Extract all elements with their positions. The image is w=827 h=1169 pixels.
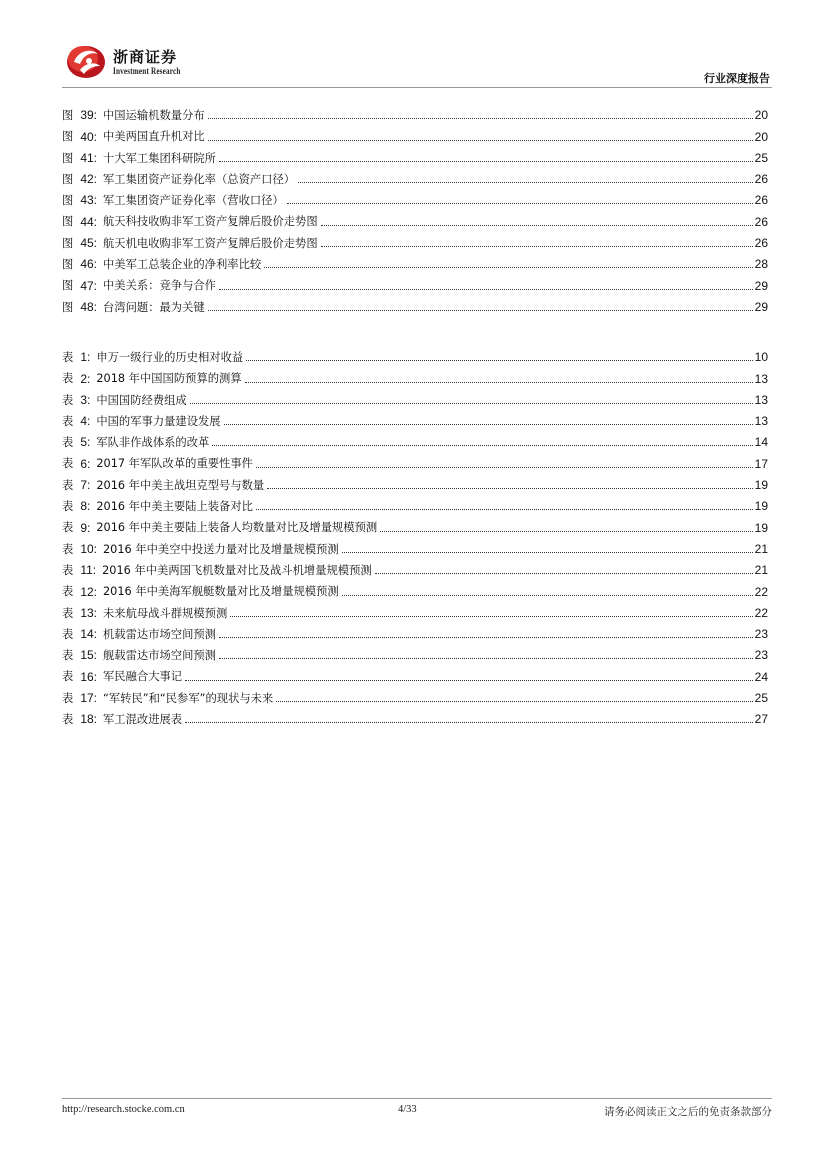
toc-prefix: 表 (62, 457, 76, 471)
toc-leader-dots (245, 381, 753, 383)
toc-number: 4: (80, 414, 91, 429)
toc-title: 中美关系：竞争与合作 (103, 279, 216, 293)
toc-number: 41: (80, 150, 97, 165)
toc-page-number: 26 (754, 193, 768, 208)
toc-page-number: 25 (754, 150, 768, 165)
toc-page-number: 23 (754, 648, 768, 663)
toc-title: 未来航母战斗群规模预测 (103, 606, 228, 620)
toc-entry[interactable] (62, 555, 768, 576)
toc-leader-dots (342, 594, 753, 596)
toc-title: 中国运输机数量分布 (103, 109, 205, 122)
toc-prefix: 表 (62, 372, 76, 386)
toc-prefix: 图 (62, 279, 76, 293)
toc-number: 44: (80, 214, 97, 229)
toc-page-number: 25 (754, 691, 768, 706)
toc-number: 10: (80, 541, 97, 556)
toc-leader-dots (185, 679, 753, 681)
toc-entry[interactable] (62, 406, 768, 427)
toc-title: 2016 年中美主战坦克型号与数量 (96, 478, 265, 492)
toc-title: 2016 年中美主要陆上装备人均数量对比及增量规模预测 (96, 521, 378, 535)
toc-entry[interactable] (62, 292, 768, 313)
toc-page-number: 23 (754, 627, 768, 642)
toc-prefix: 图 (62, 194, 76, 208)
toc-title: 军队非作战体系的改革 (96, 436, 210, 450)
toc-prefix: 表 (62, 542, 76, 556)
toc-number: 42: (80, 172, 97, 187)
toc-entry[interactable] (62, 342, 768, 363)
toc-leader-dots (276, 700, 752, 702)
brand-name-en: Investment Research (113, 66, 181, 76)
toc-leader-dots (256, 466, 753, 468)
toc-prefix: 表 (62, 500, 76, 514)
toc-title: 台湾问题：最为关键 (103, 300, 205, 314)
toc-prefix: 表 (62, 393, 76, 407)
toc-leader-dots (219, 636, 753, 638)
toc-number: 46: (80, 257, 97, 272)
toc-title: 军工集团资产证券化率（营收口径） (103, 194, 284, 208)
toc-entry[interactable] (62, 100, 768, 121)
toc-leader-dots (267, 487, 752, 489)
toc-title: 航天科技收购非军工资产复牌后股价走势图 (103, 215, 318, 229)
toc-number: 1: (80, 350, 91, 365)
table-index (62, 342, 768, 725)
toc-entry[interactable] (62, 619, 768, 640)
toc-page-number: 14 (754, 435, 768, 450)
toc-leader-dots (219, 657, 753, 659)
toc-number: 11: (80, 563, 97, 578)
toc-number: 40: (80, 129, 97, 144)
toc-leader-dots (375, 572, 753, 574)
toc-leader-dots (219, 160, 753, 162)
toc-entry[interactable] (62, 640, 768, 661)
toc-entry[interactable] (62, 164, 768, 185)
page-number: 4/33 (398, 1104, 417, 1115)
toc-number: 18: (80, 712, 97, 727)
toc-prefix: 图 (62, 258, 76, 272)
toc-title: 军工集团资产证券化率（总资产口径） (103, 172, 296, 186)
toc-leader-dots (212, 444, 752, 446)
toc-prefix: 图 (62, 215, 76, 229)
toc-leader-dots (208, 139, 753, 141)
toc-page-number: 19 (754, 499, 768, 514)
toc-number: 15: (80, 648, 97, 663)
toc-title: 航天机电收购非军工资产复牌后股价走势图 (103, 236, 318, 250)
toc-number: 12: (80, 584, 97, 599)
toc-page-number: 21 (754, 563, 768, 578)
toc-entry[interactable] (62, 683, 768, 704)
toc-prefix: 图 (62, 109, 76, 122)
toc-number: 16: (80, 669, 97, 684)
toc-title: 军民融合大事记 (103, 670, 183, 684)
toc-entry[interactable] (62, 512, 768, 533)
toc-prefix: 表 (62, 521, 76, 535)
toc-prefix: 表 (62, 436, 76, 450)
toc-number: 13: (80, 605, 97, 620)
toc-page-number: 20 (754, 108, 768, 123)
header-divider (62, 87, 772, 88)
toc-page-number: 19 (754, 520, 768, 535)
toc-number: 5: (80, 435, 91, 450)
toc-entry[interactable] (62, 661, 768, 682)
toc-leader-dots (342, 551, 753, 553)
toc-entry[interactable] (62, 270, 768, 291)
report-type: 行业深度报告 (704, 72, 770, 85)
toc-leader-dots (246, 359, 752, 361)
brand-name-cn: 浙商证券 (113, 48, 178, 66)
toc-page-number: 13 (754, 392, 768, 407)
toc-title: 申万一级行业的历史相对收益 (96, 351, 244, 364)
toc-leader-dots (287, 202, 753, 204)
toc-number: 8: (80, 499, 91, 514)
toc-title: 机载雷达市场空间预测 (103, 627, 216, 641)
toc-prefix: 图 (62, 151, 76, 165)
toc-prefix: 图 (62, 172, 76, 186)
toc-page-number: 17 (754, 456, 768, 471)
toc-title: 2016 年中美两国飞机数量对比及战斗机增量规模预测 (102, 563, 372, 577)
toc-page-number: 26 (754, 172, 768, 187)
toc-prefix: 表 (62, 670, 76, 684)
toc-page-number: 13 (754, 414, 768, 429)
toc-entry[interactable] (62, 576, 768, 597)
toc-prefix: 表 (62, 478, 76, 492)
toc-title: 2016 年中美主要陆上装备对比 (96, 500, 253, 514)
toc-title: 2016 年中美海军舰艇数量对比及增量规模预测 (103, 585, 339, 599)
toc-number: 39: (80, 108, 97, 123)
toc-prefix: 表 (62, 691, 76, 705)
disclaimer-note: 请务必阅读正文之后的免责条款部分 (604, 1106, 772, 1118)
toc-leader-dots (208, 117, 753, 119)
toc-page-number: 22 (754, 584, 768, 599)
toc-entry[interactable] (62, 121, 768, 142)
toc-title: 2016 年中美空中投送力量对比及增量规模预测 (103, 542, 339, 556)
toc-number: 14: (80, 627, 97, 642)
toc-leader-dots (208, 309, 753, 311)
toc-entry[interactable] (62, 448, 768, 469)
toc-page-number: 10 (754, 350, 768, 365)
toc-entry[interactable] (62, 185, 768, 206)
toc-prefix: 表 (62, 713, 76, 727)
toc-page-number: 29 (754, 299, 768, 314)
toc-prefix: 表 (62, 351, 76, 364)
toc-title: 2018 年中国国防预算的测算 (96, 372, 242, 386)
toc-number: 7: (80, 478, 91, 493)
toc-leader-dots (380, 530, 752, 532)
toc-page-number: 27 (754, 712, 768, 727)
toc-leader-dots (185, 721, 753, 723)
toc-leader-dots (264, 266, 752, 268)
toc-title: “军转民”和“民参军”的现状与未来 (103, 691, 274, 705)
toc-page-number: 26 (754, 236, 768, 251)
toc-number: 17: (80, 691, 97, 706)
toc-title: 舰载雷达市场空间预测 (103, 649, 216, 663)
toc-prefix: 图 (62, 300, 76, 314)
toc-page-number: 24 (754, 669, 768, 684)
toc-number: 45: (80, 236, 97, 251)
toc-page-number: 21 (754, 541, 768, 556)
toc-page-number: 13 (754, 371, 768, 386)
toc-page-number: 22 (754, 605, 768, 620)
toc-prefix: 图 (62, 130, 76, 144)
toc-leader-dots (321, 224, 753, 226)
toc-entry[interactable] (62, 470, 768, 491)
toc-entry[interactable] (62, 249, 768, 270)
toc-entry[interactable] (62, 704, 768, 725)
toc-title: 中美两国直升机对比 (103, 130, 205, 144)
toc-leader-dots (321, 245, 753, 247)
toc-title: 2017 年军队改革的重要性事件 (96, 457, 253, 471)
toc-entry[interactable] (62, 534, 768, 555)
toc-page-number: 20 (754, 129, 768, 144)
toc-title: 十大军工集团科研院所 (103, 151, 216, 165)
toc-number: 43: (80, 193, 97, 208)
toc-entry[interactable] (62, 427, 768, 448)
footer-url[interactable]: http://research.stocke.com.cn (62, 1104, 185, 1115)
toc-number: 6: (80, 456, 91, 471)
toc-entry[interactable] (62, 491, 768, 512)
toc-title: 中国的军事力量建设发展 (96, 414, 221, 428)
toc-entry[interactable] (62, 143, 768, 164)
toc-page-number: 29 (754, 278, 768, 293)
toc-entry[interactable] (62, 385, 768, 406)
toc-title: 军工混改进展表 (103, 713, 183, 727)
toc-title: 中国国防经费组成 (96, 393, 187, 407)
toc-number: 48: (80, 299, 97, 314)
toc-prefix: 图 (62, 236, 76, 250)
toc-leader-dots (298, 181, 753, 183)
toc-number: 9: (80, 520, 91, 535)
toc-leader-dots (230, 615, 752, 617)
toc-page-number: 26 (754, 214, 768, 229)
toc-number: 2: (80, 371, 91, 386)
toc-entry[interactable] (62, 363, 768, 384)
toc-leader-dots (219, 288, 753, 290)
toc-entry[interactable] (62, 206, 768, 227)
toc-entry[interactable] (62, 228, 768, 249)
toc-leader-dots (190, 402, 753, 404)
figure-index (62, 100, 768, 313)
toc-number: 47: (80, 278, 97, 293)
toc-page-number: 28 (754, 257, 768, 272)
footer-divider (62, 1098, 772, 1099)
toc-prefix: 表 (62, 563, 76, 577)
toc-prefix: 表 (62, 414, 76, 428)
toc-leader-dots (224, 423, 753, 425)
page-header (62, 36, 772, 88)
toc-leader-dots (256, 508, 753, 510)
toc-title: 中美军工总装企业的净利率比较 (103, 258, 262, 272)
toc-prefix: 表 (62, 585, 76, 599)
brand-logo-icon (66, 40, 106, 80)
toc-prefix: 表 (62, 649, 76, 663)
toc-entry[interactable] (62, 598, 768, 619)
toc-prefix: 表 (62, 606, 76, 620)
toc-page-number: 19 (754, 478, 768, 493)
toc-prefix: 表 (62, 627, 76, 641)
toc-number: 3: (80, 392, 91, 407)
